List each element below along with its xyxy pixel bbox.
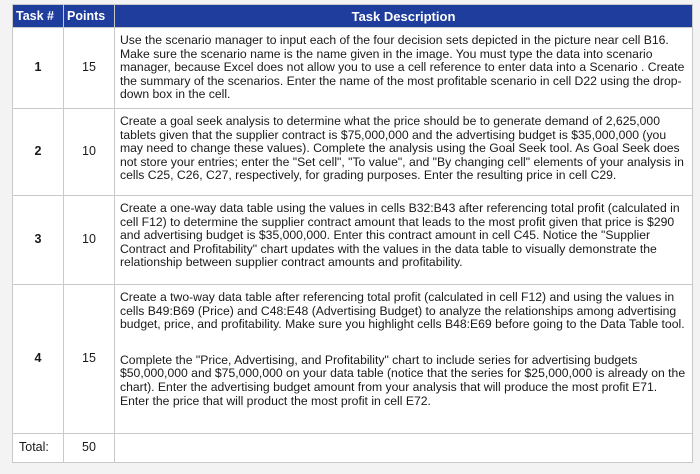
description-text: Use the scenario manager to input each of the four decision sets depicted in the picture near cell B16. Make sure the scenario name is the name given in the image. You must type the data into scenario manager, because Excel does not allow you to use a cell reference to enter data into a Scenario . Create the summary of the scenarios. Enter the name of the most profitable scenario in cell D22 using the drop-down box in the cell. (120, 33, 685, 102)
task-description (115, 284, 693, 433)
header-description: Task Description (115, 5, 693, 28)
task-points: 15 (64, 28, 115, 109)
total-points: 50 (64, 433, 115, 462)
description-text: Create a two-way data table after referencing total profit (calculated in cell F12) and using the values in cells B49:B69 (Price) and C48:E48 (Advertising Budget) to analyze the relationships among advertising budget, price, and profitability. Make sure you highlight cells B48:E69 before going to the Data Table tool. (120, 289, 685, 332)
task-number: 2 (13, 108, 64, 195)
task-description (115, 195, 693, 284)
task-points: 10 (64, 108, 115, 195)
total-label: Total: (13, 433, 64, 462)
total-description-empty (115, 433, 693, 462)
task-number: 3 (13, 195, 64, 284)
table-row (13, 284, 693, 433)
table-row (13, 195, 693, 284)
task-points: 10 (64, 195, 115, 284)
task-number: 1 (13, 28, 64, 109)
description-text-2: Complete the "Price, Advertising, and Profitability" chart to include series for advertising budgets $50,000,000 and $75,000,000 on your data table (notice that the series for $25,000,000 is already on the chart). Enter the advertising budget amount from your analysis that will produce the most profit E71. Enter the price that will product the most profit in cell E72. (120, 352, 686, 408)
task-number: 4 (13, 284, 64, 433)
header-points: Points (64, 5, 115, 28)
header-task: Task # (13, 5, 64, 28)
description-text: Create a goal seek analysis to determine what the price should be to generate demand of 2,625,000 tablets given that the supplier contract is $75,000,000 and the advertising budget is $35,000,000 (you may need to change these values). Complete the analysis using the Goal Seek tool. As Goal Seek does not store your entries; enter the "Set cell", "To value", and "By changing cell" elements of your analysis in cells C25, C26, C27, respectively, for grading purposes. Enter the resulting price in cell C29. (120, 113, 684, 183)
total-row (13, 433, 693, 462)
task-points: 15 (64, 284, 115, 433)
header-row (13, 5, 693, 28)
task-description (115, 108, 693, 195)
task-table (12, 4, 693, 463)
table-row (13, 108, 693, 195)
task-description (115, 28, 693, 109)
table-row (13, 28, 693, 109)
description-text: Create a one-way data table using the values in cells B32:B43 after referencing total profit (calculated in cell F12) to determine the supplier contract amount that leads to the most profit given that price is $290 and advertising budget is $35,000,000. Enter this contract amount in cell C45. Notice the "Supplier Contract and Profitability" chart updates with the values in the data table to visually demonstrate the relationship between supplier contract amounts and profitability. (120, 200, 680, 270)
